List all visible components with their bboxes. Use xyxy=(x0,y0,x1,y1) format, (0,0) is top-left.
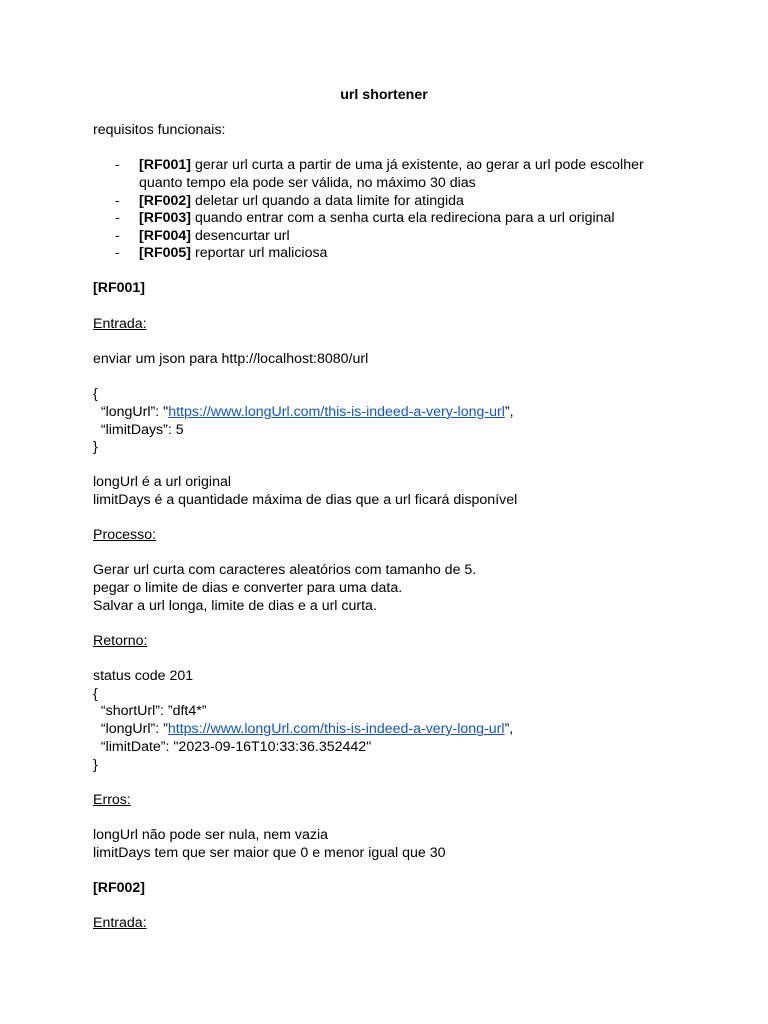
process-step: Salvar a url longa, limite de dias e a url curta. xyxy=(93,598,377,614)
bullet-dash: - xyxy=(115,245,120,261)
process-step: Gerar url curta com caracteres aleatórios com tamanho de 5. xyxy=(93,562,477,578)
json-limitdays-line: “limitDays”: 5 xyxy=(93,422,184,438)
requirement-id: [RF003] xyxy=(139,210,192,226)
bullet-dash: - xyxy=(115,228,120,244)
list-item xyxy=(139,244,327,262)
bullet-dash: - xyxy=(115,210,120,226)
status-code: status code 201 xyxy=(93,668,194,684)
errors-label: Erros: xyxy=(93,792,131,808)
json-close-brace: } xyxy=(93,439,98,455)
json-shorturl-line: “shortUrl”: ”dft4*” xyxy=(93,703,207,719)
json-key: “longUrl”: " xyxy=(93,404,169,420)
requirement-id: [RF004] xyxy=(139,228,192,244)
requirements-heading: requisitos funcionais: xyxy=(93,122,226,138)
json-open-brace: { xyxy=(93,686,98,702)
input-label: Entrada: xyxy=(93,915,147,931)
requirement-text: quando entrar com a senha curta ela redireciona para a url original xyxy=(191,210,615,226)
input-description: enviar um json para http://localhost:8080/url xyxy=(93,351,369,367)
long-url-link[interactable]: https://www.longUrl.com/this-is-indeed-a-very-long-url xyxy=(167,721,505,737)
requirement-text: reportar url maliciosa xyxy=(191,245,328,261)
json-punct: ”, xyxy=(504,404,514,420)
section-heading-rf001: [RF001] xyxy=(93,280,146,296)
requirement-text-continuation: quanto tempo ela pode ser válida, no máximo 30 dias xyxy=(139,175,476,191)
json-key: “longUrl”: ” xyxy=(93,721,168,737)
error-item: limitDays tem que ser maior que 0 e menor igual que 30 xyxy=(93,845,446,861)
requirement-text: desencurtar url xyxy=(191,228,290,244)
requirement-text: gerar url curta a partir de uma já existente, ao gerar a url pode escolher xyxy=(191,157,644,173)
long-url-link[interactable]: https://www.longUrl.com/this-is-indeed-a-very-long-url xyxy=(168,404,505,420)
error-item: longUrl não pode ser nula, nem vazia xyxy=(93,827,329,843)
requirement-id: [RF001] xyxy=(139,157,192,173)
list-item xyxy=(139,156,644,174)
json-open-brace: { xyxy=(93,386,98,402)
json-longurl-line xyxy=(93,403,514,421)
bullet-dash: - xyxy=(115,193,120,209)
requirement-text: deletar url quando a data limite for atingida xyxy=(191,193,464,209)
input-label: Entrada: xyxy=(93,316,147,332)
json-close-brace: } xyxy=(93,757,98,773)
json-punct: ”, xyxy=(504,721,514,737)
document-title: url shortener xyxy=(340,87,428,103)
process-label: Processo: xyxy=(93,527,157,543)
json-limitdate-line: “limitDate”: "2023-09-16T10:33:36.352442" xyxy=(93,739,372,755)
field-description: limitDays é a quantidade máxima de dias que a url ficará disponível xyxy=(93,492,518,508)
list-item xyxy=(139,227,290,245)
field-description: longUrl é a url original xyxy=(93,474,232,490)
requirement-id: [RF005] xyxy=(139,245,192,261)
requirement-id: [RF002] xyxy=(139,193,192,209)
return-label: Retorno: xyxy=(93,633,148,649)
section-heading-rf002: [RF002] xyxy=(93,880,146,896)
list-item xyxy=(139,209,615,227)
json-longurl-line xyxy=(93,720,513,738)
process-step: pegar o limite de dias e converter para uma data. xyxy=(93,580,403,596)
list-item xyxy=(139,192,464,210)
bullet-dash: - xyxy=(115,157,120,173)
